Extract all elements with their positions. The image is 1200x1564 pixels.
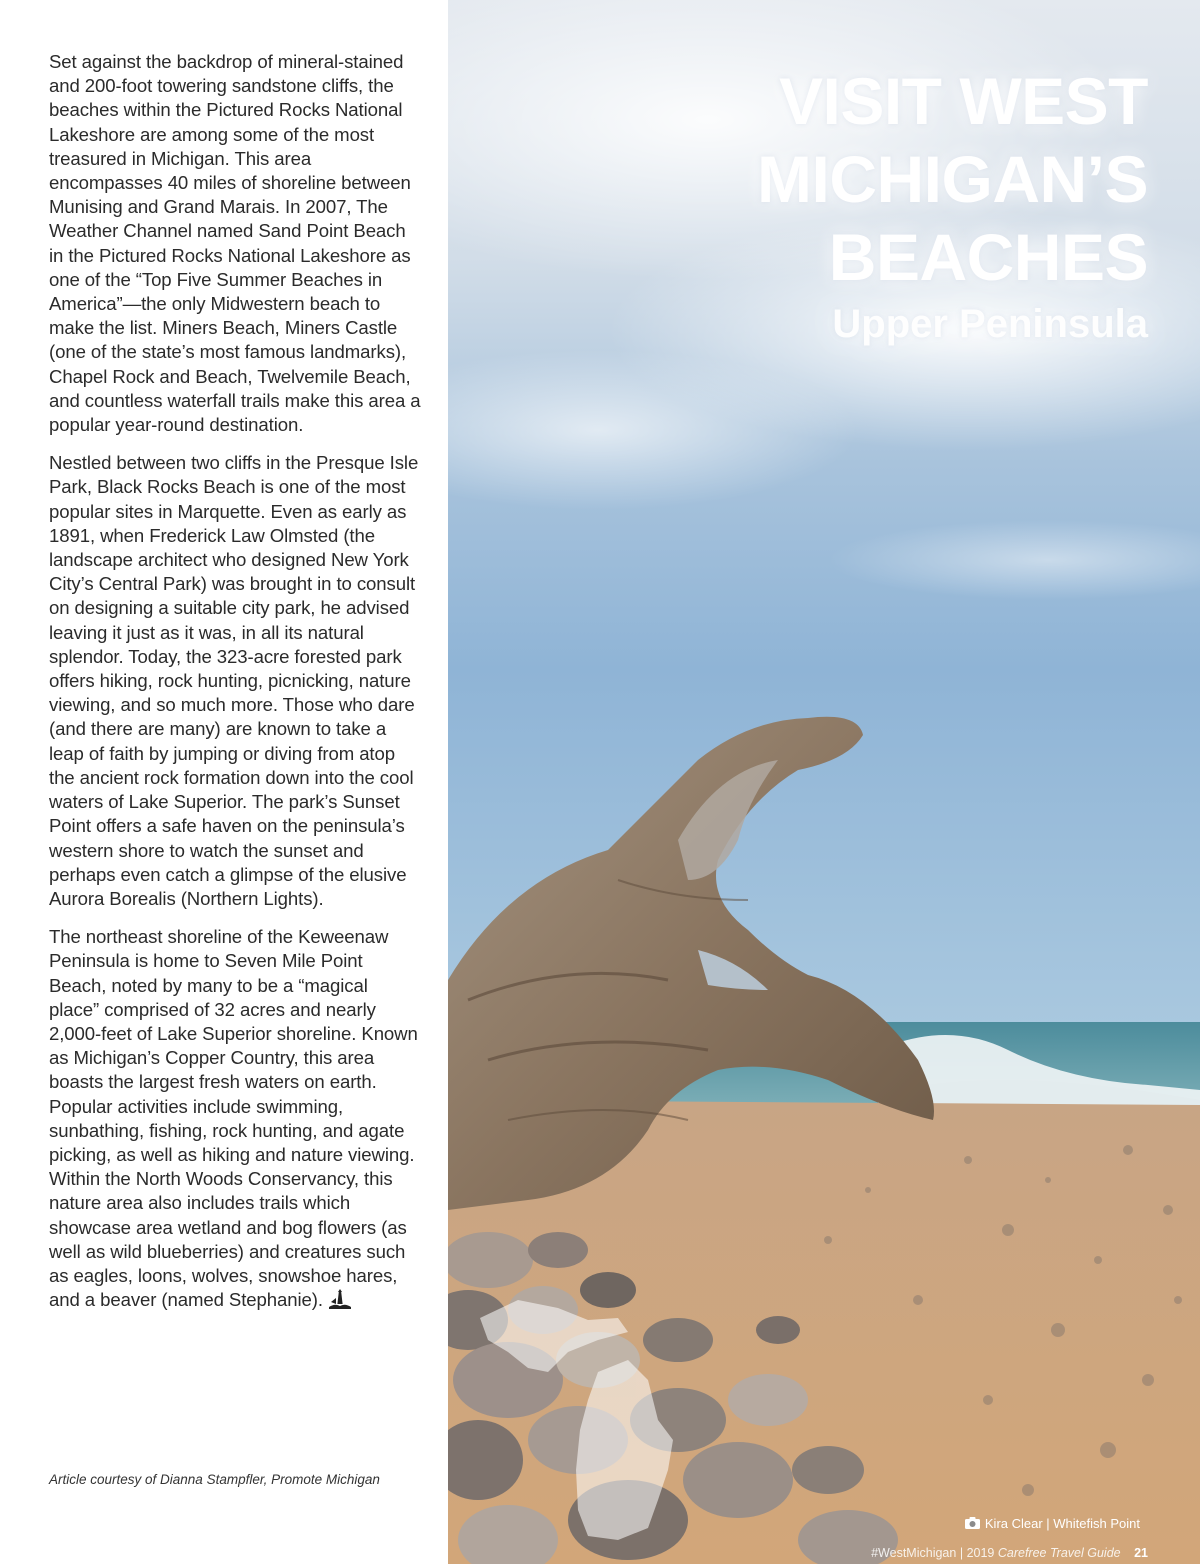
article-paragraph: Nestled between two cliffs in the Presque Isle Park, Black Rocks Beach is one of the most popular sites in Marquette. Even as early as 1891, when Frederick Law Olmsted (the landscape architect who designed New York City’s Central Park) was brought in to consult on designing a suitable city park, he advised leaving it just as it was, in all its natural splendor. Today, the 323-acre forested park offers hiking, rock hunting, picnicking, nature viewing, and so much more. Those who dare (and there are many) are known to take a leap of faith by jumping or diving from atop the ancient rock formation down into the cool waters of Lake Superior. The park’s Sunset Point offers a safe haven on the peninsula’s western shore to watch the sunset and perhaps even catch a glimpse of the elusive Aurora Borealis (Northern Lights).: [49, 452, 419, 909]
article-body: [49, 50, 421, 1326]
footer-hashtag: #WestMichigan: [871, 1546, 957, 1560]
photo-credit-text: Kira Clear | Whitefish Point: [984, 1516, 1140, 1531]
article-paragraph-text: The northeast shoreline of the Keweenaw Peninsula is home to Seven Mile Point Beach, noted by many to be a “magical place” comprised of 32 acres and nearly 2,000-feet of Lake Superior shoreline. Known as Michigan’s Copper Country, this area boasts the largest fresh waters on earth. Popular activities include swimming, sunbathing, fishing, rock hunting, and agate picking, as well as hiking and nature viewing. Within the North Woods Conservancy, this nature area also includes trails which showcase area wetland and bog flowers (as well as wild blueberries) and creatures such as eagles, loons, wolves, snowshoe hares, and a beaver (named Stephanie).: [49, 926, 418, 1311]
page-number: 21: [1134, 1546, 1148, 1560]
headline-line: BEACHES: [828, 220, 1148, 294]
beach-photo: [448, 0, 1200, 1564]
article-paragraph: Set against the backdrop of mineral-stained and 200-foot towering sandstone cliffs, the beaches within the Pictured Rocks National Lakeshore are among some of the most treasured in Michigan. This area encompasses 40 miles of shoreline between Munising and Grand Marais. In 2007, The Weather Channel named Sand Point Beach in the Pictured Rocks National Lakeshore as one of the “Top Five Summer Beaches in America”—the only Midwestern beach to make the list. Miners Beach, Miners Castle (one of the state’s most famous landmarks), Chapel Rock and Beach, Twelvemile Beach, and countless waterfall trails make this area a popular year-round destination.: [49, 51, 421, 436]
lighthouse-end-mark-icon: [327, 1288, 353, 1310]
photo-credit: [965, 1516, 1140, 1531]
article-paragraph: [49, 925, 421, 1312]
page-footer: [871, 1546, 1148, 1560]
headline-line: VISIT WEST: [778, 64, 1148, 138]
article-credit: Article courtesy of Dianna Stampfler, Promote Michigan: [49, 1472, 380, 1487]
footer-year: 2019: [966, 1546, 995, 1560]
headline-line: MICHIGAN’S: [757, 142, 1148, 216]
footer-guide: Carefree Travel Guide: [997, 1546, 1121, 1560]
footer-separator: |: [959, 1546, 964, 1560]
camera-icon: [965, 1517, 980, 1529]
headline-subtitle: Upper Peninsula: [832, 302, 1148, 346]
headline: [757, 62, 1148, 348]
